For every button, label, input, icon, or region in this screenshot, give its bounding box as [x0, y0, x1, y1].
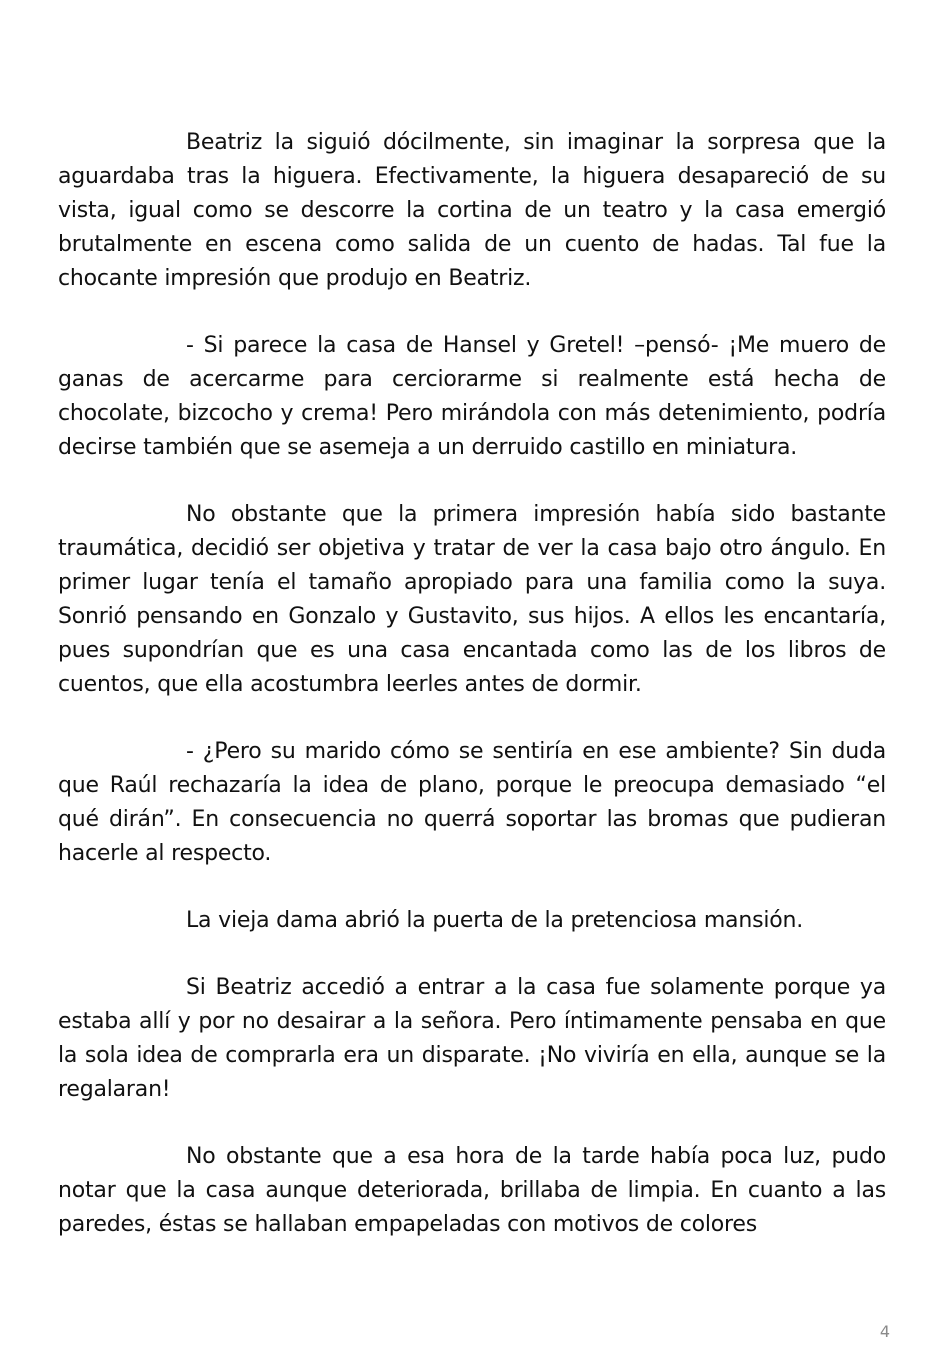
paragraph: No obstante que a esa hora de la tarde había poca luz, pudo notar que la casa aunque deteriorada, brillaba de limpia. En cuanto a las paredes, éstas se hallaban empapeladas con motivos de colores — [58, 1144, 886, 1237]
paragraph: Si Beatriz accedió a entrar a la casa fue solamente porque ya estaba allí y por no desairar a la señora. Pero íntimamente pensaba en que la sola idea de comprarla era un disparate. ¡No viviría en ella, aunque se la regalaran! — [58, 975, 886, 1102]
paragraph: La vieja dama abrió la puerta de la pretenciosa mansión. — [186, 908, 804, 933]
paragraph: - ¿Pero su marido cómo se sentiría en ese ambiente? Sin duda que Raúl rechazaría la idea de plano, porque le preocupa demasiado “el qué dirán”. En consecuencia no querrá soportar las bromas que pudieran hacerle al respecto. — [58, 739, 886, 866]
paragraph: No obstante que la primera impresión había sido bastante traumática, decidió ser objetiva y tratar de ver la casa bajo otro ángulo. En primer lugar tenía el tamaño apropiado para una familia como la suya. Sonrió pensando en Gonzalo y Gustavito, sus hijos. A ellos les encantaría, pues supondrían que es una casa encantada como las de los libros de cuentos, que ella acostumbra leerles antes de dormir. — [58, 502, 886, 697]
body-text — [58, 126, 886, 1242]
paragraph: - Si parece la casa de Hansel y Gretel! –pensó- ¡Me muero de ganas de acercarme para cerciorarme si realmente está hecha de chocolate, bizcocho y crema! Pero mirándola con más detenimiento, podría decirse también que se asemeja a un derruido castillo en miniatura. — [58, 333, 886, 460]
paragraph: Beatriz la siguió dócilmente, sin imaginar la sorpresa que la aguardaba tras la higuera. Efectivamente, la higuera desapareció de su vista, igual como se descorre la cortina de un teatro y la casa emergió brutalmente en escena como salida de un cuento de hadas. Tal fue la chocante impresión que produjo en Beatriz. — [58, 130, 886, 291]
page-number: 4 — [879, 1322, 890, 1341]
